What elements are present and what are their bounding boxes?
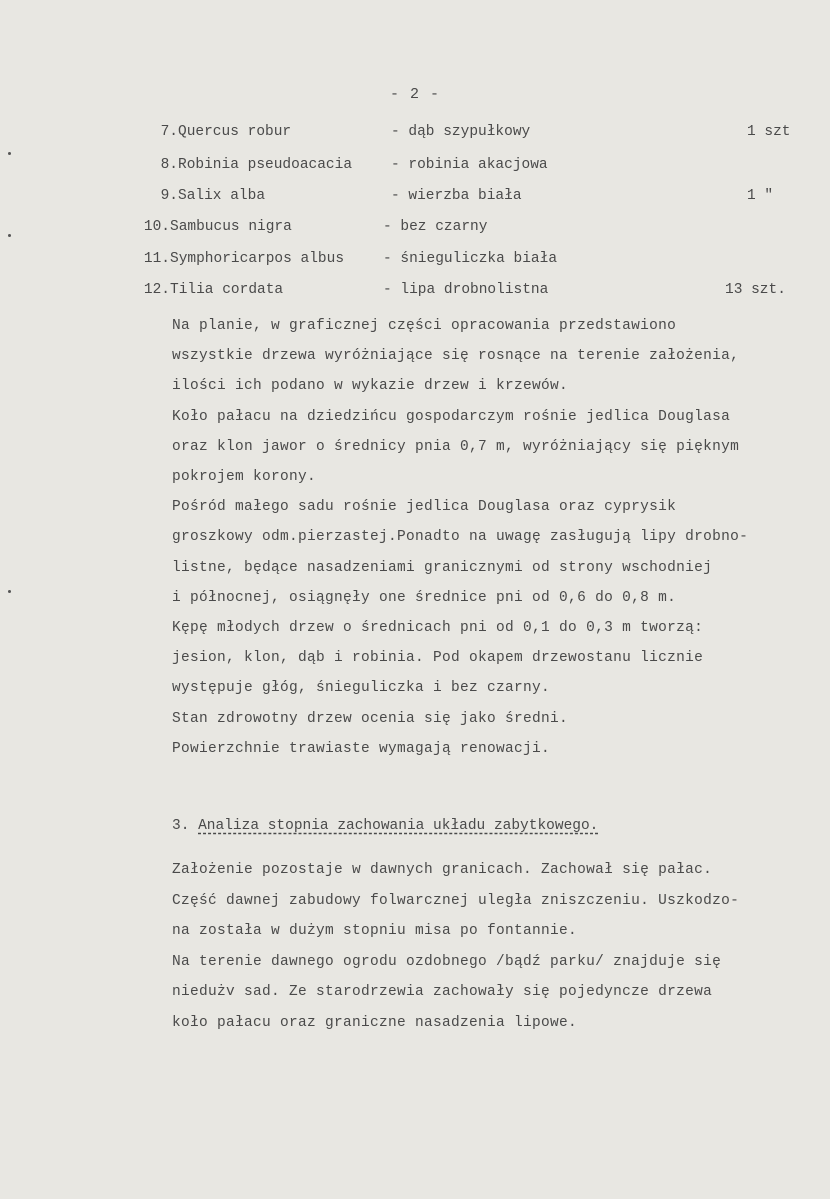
- species-row: [130, 282, 810, 306]
- species-latin: Symphoricarpos albus: [170, 251, 345, 267]
- text-line: na została w dużym stopniu misa po fontannie.: [172, 923, 578, 940]
- section-number: 3.: [172, 818, 190, 834]
- text-line: niedużv sad. Ze starodrzewia zachowały się pojedyncze drzewa: [172, 984, 713, 1001]
- text-line: Na terenie dawnego ogrodu ozdobnego /bądź parku/ znajduje się: [172, 953, 722, 970]
- species-row: [130, 251, 810, 275]
- species-row: [138, 188, 818, 212]
- text-line: ilości ich podano w wykazie drzew i krzewów.: [172, 378, 569, 395]
- species-row: [138, 157, 818, 181]
- text-line: i północnej, osiągnęły one średnice pni od 0,6 do 0,8 m.: [172, 589, 677, 606]
- species-qty: 1 ": [747, 188, 774, 204]
- text-line: wszystkie drzewa wyróżniające się rosnące na terenie założenia,: [172, 348, 740, 365]
- text-line: Założenie pozostaje w dawnych granicach. Zachował się pałac.: [172, 862, 713, 878]
- species-num: 11.: [143, 251, 170, 267]
- text-line: Powierzchnie trawiaste wymagają renowacji.: [172, 740, 551, 757]
- species-num: 9.: [160, 188, 178, 204]
- species-num: 10.: [143, 219, 170, 235]
- species-polish: - lipa drobnolistna: [383, 282, 549, 298]
- species-row: [130, 219, 810, 243]
- species-latin: Salix alba: [178, 188, 266, 204]
- species-qty: 13 szt.: [725, 282, 786, 298]
- text-line: Na planie, w graficznej części opracowania przedstawiono: [172, 318, 677, 334]
- paper-mark: [8, 152, 11, 155]
- paper-mark: [8, 590, 11, 593]
- section-heading: [172, 818, 598, 834]
- species-latin: Robinia pseudoacacia: [178, 157, 353, 173]
- text-line: występuje głóg, śnieguliczka i bez czarny.: [172, 680, 551, 697]
- section-title: Analiza stopnia zachowania układu zabytkowego.: [198, 818, 599, 834]
- species-polish: - dąb szypułkowy: [391, 124, 531, 140]
- species-polish: - wierzba biała: [391, 188, 522, 204]
- species-polish: - bez czarny: [383, 219, 488, 235]
- text-line: jesion, klon, dąb i robinia. Pod okapem drzewostanu licznie: [172, 650, 704, 667]
- species-qty: 1 szt: [747, 124, 791, 140]
- species-polish: - robinia akacjowa: [391, 157, 548, 173]
- text-line: Koło pałacu na dziedzińcu gospodarczym rośnie jedlica Douglasa: [172, 408, 731, 425]
- text-line: Pośród małego sadu rośnie jedlica Douglasa oraz cyprysik: [172, 499, 677, 516]
- species-num: 7.: [160, 124, 178, 140]
- species-latin: Tilia cordata: [170, 282, 284, 298]
- text-line: koło pałacu oraz graniczne nasadzenia lipowe.: [172, 1015, 578, 1031]
- species-num: 8.: [160, 157, 178, 173]
- text-line: groszkowy odm.pierzastej.Ponadto na uwagę zasługują lipy drobno-: [172, 529, 749, 546]
- species-latin: Sambucus nigra: [170, 219, 292, 235]
- species-latin: Quercus robur: [178, 124, 292, 140]
- text-line: Kępę młodych drzew o średnicach pni od 0,1 do 0,3 m tworzą:: [172, 620, 704, 636]
- species-num: 12.: [143, 282, 170, 298]
- paper-mark: [8, 234, 11, 237]
- species-row: [138, 124, 818, 148]
- text-line: Stan zdrowotny drzew ocenia się jako średni.: [172, 710, 569, 727]
- species-polish: - śnieguliczka biała: [383, 251, 558, 267]
- text-line: pokrojem korony.: [172, 469, 317, 485]
- text-line: oraz klon jawor o średnicy pnia 0,7 m, wyróżniający się pięknym: [172, 438, 740, 455]
- text-line: listne, będące nasadzeniami granicznymi od strony wschodniej: [172, 559, 713, 576]
- text-line: Część dawnej zabudowy folwarcznej uległa zniszczeniu. Uszkodzo-: [172, 892, 740, 909]
- page-number: - 2 -: [389, 86, 440, 103]
